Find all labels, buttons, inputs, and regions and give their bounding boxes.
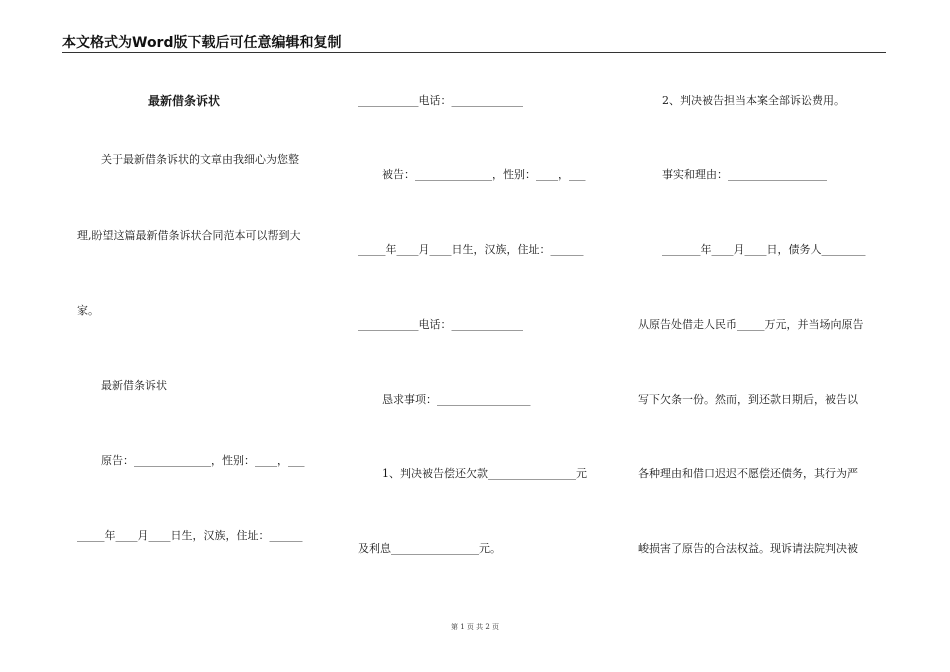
text-line: ___________电话：_____________ (358, 94, 523, 107)
text-line: 写下欠条一份。然而，到还款日期后，被告以 (638, 393, 858, 406)
header-text: 本文格式为Word版下载后可任意编辑和复制 (62, 35, 342, 51)
text-line: ___________电话：_____________ (358, 318, 523, 331)
text-line: 原告：______________，性别：____，___ (101, 454, 305, 467)
text-line: 理,盼望这篇最新借条诉状合同范本可以帮到大 (77, 229, 301, 242)
text-line: _____年____月____日生，汉族，住址：______ (358, 243, 584, 256)
section-heading: 最新借条诉状 (101, 379, 167, 392)
text-line: 2、判决被告担当本案全部诉讼费用。 (662, 94, 845, 107)
text-line: 事实和理由：__________________ (662, 168, 827, 181)
text-line: 恳求事项：_________________ (382, 393, 531, 406)
text-line: 被告：______________，性别：____，___ (382, 168, 586, 181)
document-title: 最新借条诉状 (148, 94, 221, 108)
text-line: 峻损害了原告的合法权益。现诉请法院判决被 (638, 542, 858, 555)
page-footer: 第 1 页 共 2 页 (450, 623, 500, 631)
text-line: 从原告处借走人民币_____万元，并当场向原告 (638, 318, 864, 331)
text-line: 家。 (77, 304, 99, 317)
page-header (62, 30, 886, 53)
text-line: _______年____月____日，债务人________ (662, 243, 866, 256)
text-line: 及利息________________元。 (358, 542, 501, 555)
text-line: 1、判决被告偿还欠款________________元 (382, 467, 587, 480)
text-line: 各种理由和借口迟迟不愿偿还债务，其行为严 (638, 467, 858, 480)
text-line: 关于最新借条诉状的文章由我细心为您整 (101, 153, 299, 166)
text-line: _____年____月____日生，汉族，住址：______ (77, 529, 303, 542)
